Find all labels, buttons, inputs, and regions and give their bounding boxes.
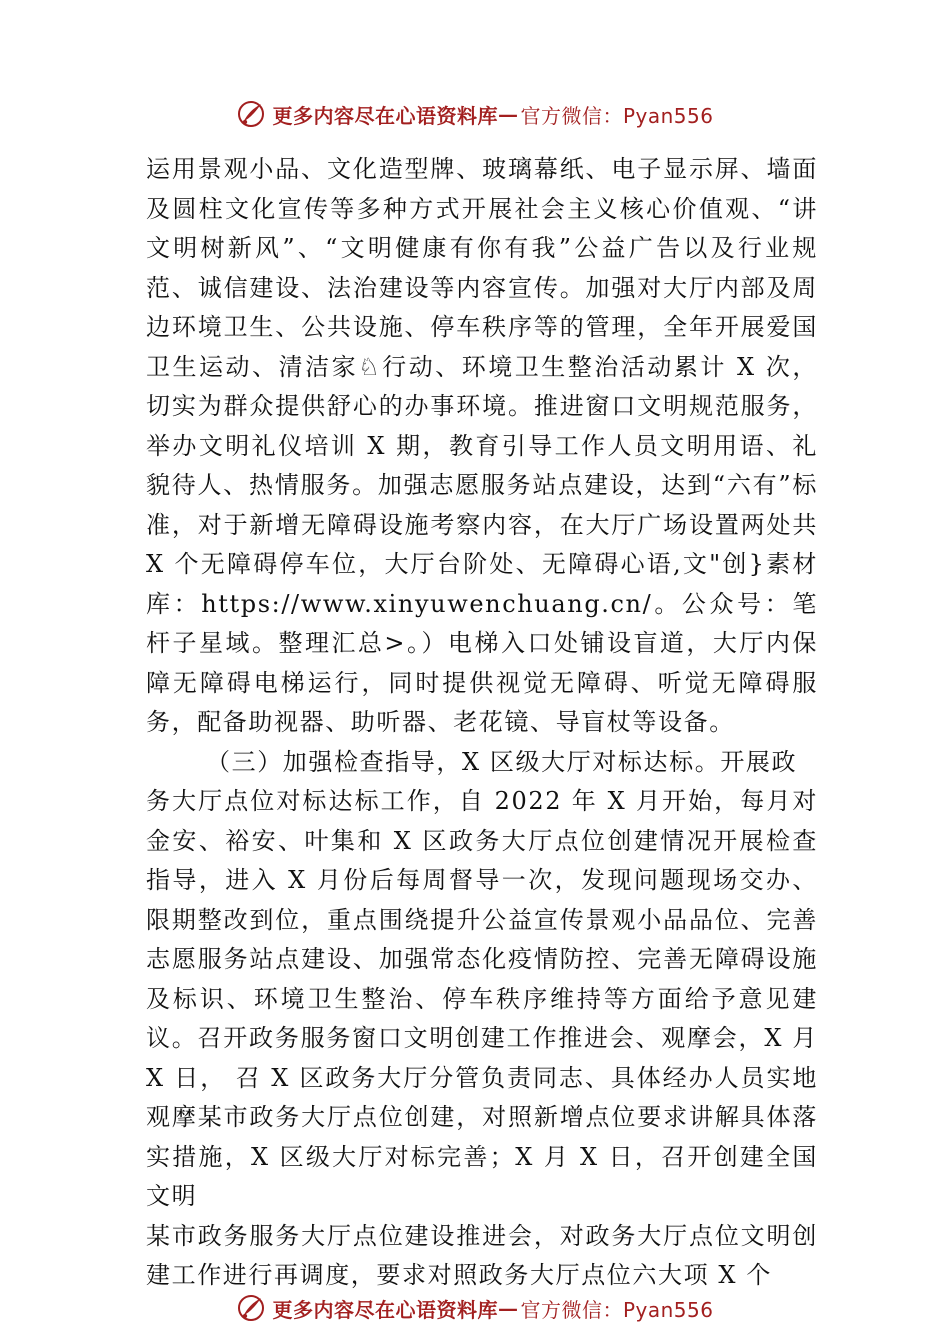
footer-watermark: [0, 1286, 950, 1330]
paragraph: 务大厅点位对标达标工作，自 2022 年 X 月开始，每月对金安、裕安、叶集和 X 区政务大厅点位创建情况开展检查指导，进入 X 月份后每周督导一次，发现问题现场交办、限期整改到位，重点围绕提升公益宣传景观小品品位、完善志愿服务站点建设、加强常态化疫情防控、完善无障碍设施及标识、环境卫生整治、停车秩序维持等方面给予意见建议。召开政务服务窗口文明创建工作推进会、观摩会，X 月 X 日， 召 X 区政务大厅分管负责同志、具体经办人员实地观摩某市政务大厅点位创建，对照新增点位要求讲解具体落实措施，X 区级大厅对标完善；X 月 X 日，召开创建全国文明: [146, 787, 818, 1210]
watermark-wechat: 官方微信：Pyan556: [520, 103, 714, 128]
paragraph: （三）加强检查指导，X 区级大厅对标达标。开展政: [206, 747, 798, 776]
watermark-brand: 更多内容尽在心语资料库: [272, 1297, 498, 1322]
header-watermark: [0, 92, 950, 136]
watermark-dash: —: [497, 102, 519, 126]
paragraph: 运用景观小品、文化造型牌、玻璃幕纸、电子显示屏、墙面及圆柱文化宣传等多种方式开展社会主义核心价值观、“讲文明树新风”、“文明健康有你有我”公益广告以及行业规范、诚信建设、法治建设等内容宣传。加强对大厅内部及周边环境卫生、公共设施、停车秩序等的管理，全年开展爱国卫生运动、清洁家♘行动、环境卫生整治活动累计 X 次，切实为群众提供舒心的办事环境。推进窗口文明规范服务，举办文明礼仪培训 X 期，教育引导工作人员文明用语、礼貌待人、热情服务。加强志愿服务站点建设，达到“六有”标准，对于新增无障碍设施考察内容，在大厅广场设置两处共 X 个无障碍停车位，大厅台阶处、无障碍心语,文"创}素材库：https://www.xinyuwenchuang.cn/。公众号：笔杆子星域。整理汇总>。）电梯入口处铺设盲道，大厅内保障无障碍电梯运行，同时提供视觉无障碍、听觉无障碍服务，配备助视器、助听器、老花镜、导盲杖等设备。: [146, 155, 818, 736]
paragraph: 某市政务服务大厅点位建设推进会，对政务大厅点位文明创建工作进行再调度，要求对照政务大厅点位六大项 X 个: [146, 1221, 818, 1289]
quill-ink-logo-icon: [236, 1293, 266, 1323]
document-body: [146, 150, 818, 1296]
watermark-dash: —: [497, 1296, 519, 1320]
quill-ink-logo-icon: [236, 99, 266, 129]
watermark-brand: 更多内容尽在心语资料库: [272, 103, 498, 128]
watermark-wechat: 官方微信：Pyan556: [520, 1297, 714, 1322]
